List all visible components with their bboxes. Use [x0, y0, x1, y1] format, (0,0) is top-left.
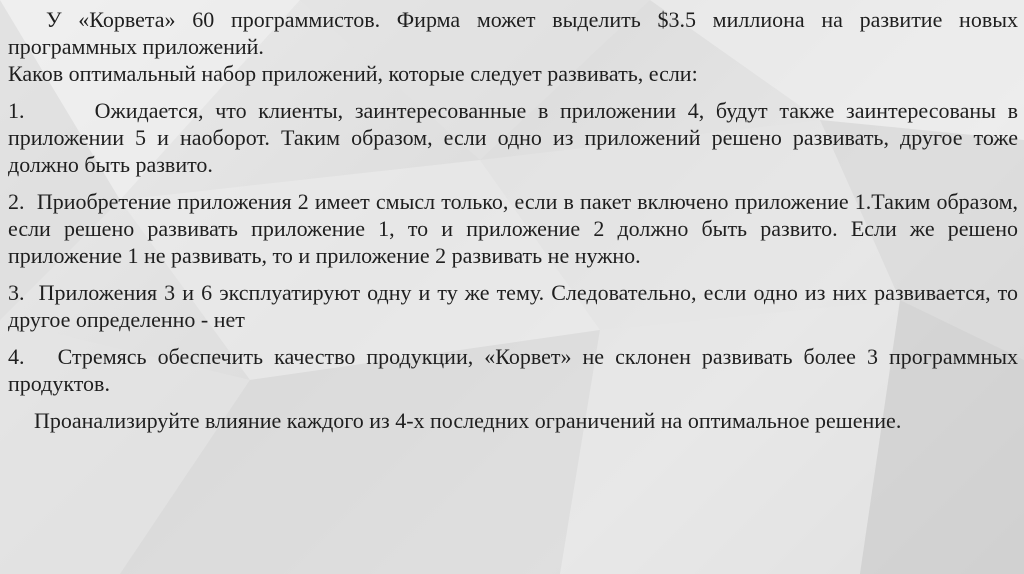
item-text: Ожидается, что клиенты, заинтересованные в приложении 4, будут также заинтересованы в приложении 5 и наоборот. Таким образом, если одно из приложений решено развивать, другое тоже должно быть развито. [8, 98, 1019, 177]
intro-line-2: Каков оптимальный набор приложений, которые следует развивать, если: [8, 61, 698, 86]
item-text: Приложения 3 и 6 эксплуатируют одну и ту же тему. Следовательно, если одно из них развивается, то другое определенно - нет [8, 280, 1019, 332]
item-text: Стремясь обеспечить качество продукции, «Корвет» не склонен развивать более 3 программных продуктов. [8, 344, 1018, 396]
slide-text [8, 6, 1018, 434]
intro-line-1: У «Корвета» 60 программистов. Фирма может выделить $3.5 миллиона на развитие новых программных приложений. [8, 7, 1018, 59]
list-item [8, 188, 1018, 269]
item-text: Приобретение приложения 2 имеет смысл только, если в пакет включено приложение 1.Таким образом, если решено развивать приложение 1, то и приложение 2 должно быть развито. Если же решено приложение 1 не развивать, то и приложение 2 развивать не нужно. [8, 189, 1018, 268]
list-item [8, 279, 1018, 333]
item-number: 3. [8, 280, 25, 305]
item-number: 2. [8, 189, 25, 214]
item-number: 4. [8, 344, 25, 369]
conclusion: Проанализируйте влияние каждого из 4-х последних ограничений на оптимальное решение. [34, 408, 902, 433]
list-item [8, 97, 1018, 178]
list-item [8, 343, 1018, 397]
item-number: 1. [8, 98, 25, 123]
